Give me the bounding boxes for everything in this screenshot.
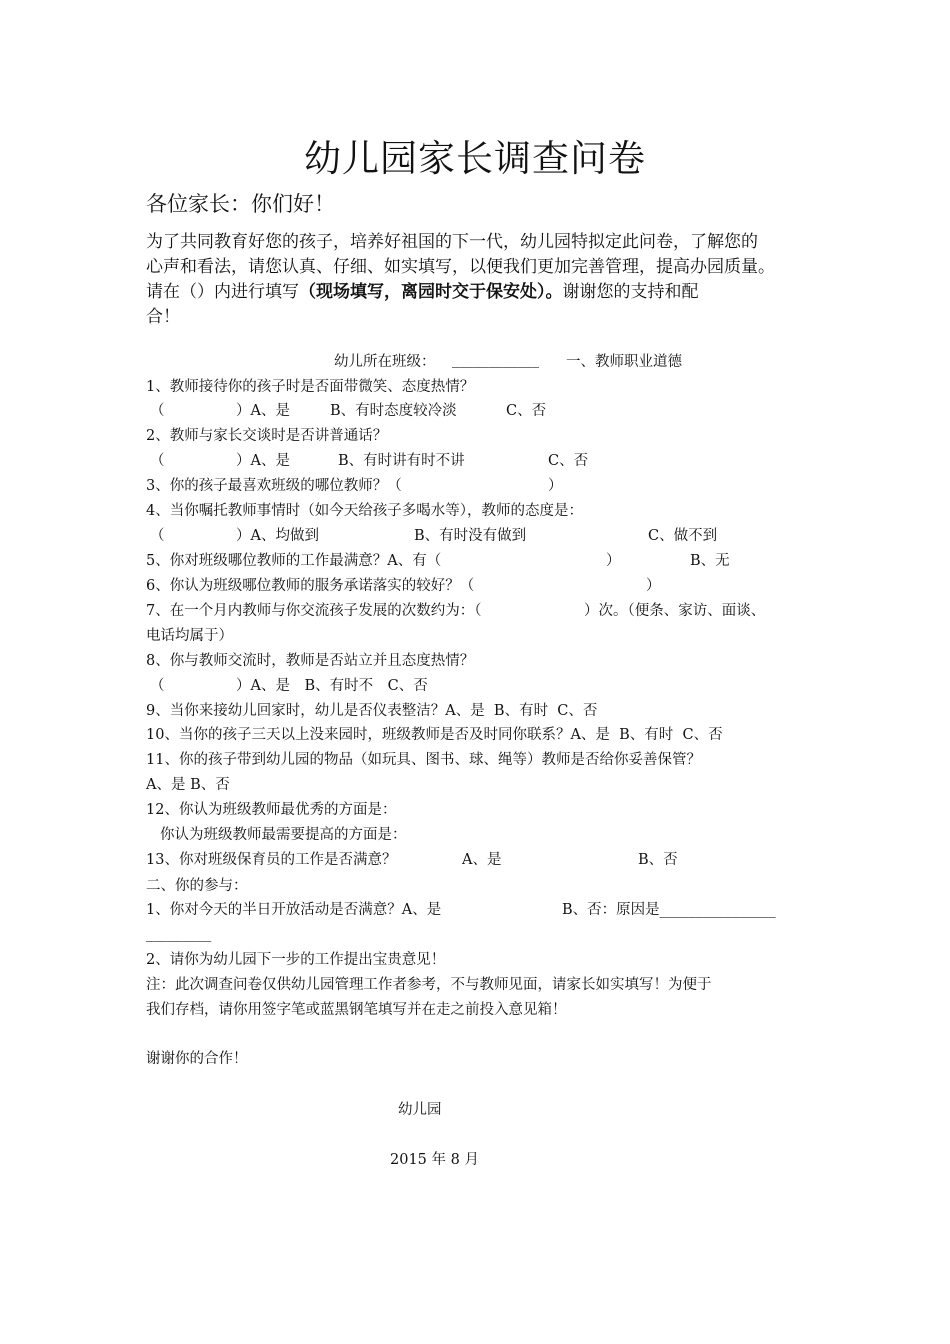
answer-paren-open: （ <box>150 528 165 544</box>
question-7-tail: ）次。（便条、家访、面谈、 <box>584 603 766 619</box>
class-label: 幼儿所在班级： <box>334 354 436 370</box>
section-2-heading: 二、你的参与： <box>146 878 248 894</box>
intro-line-1: 为了共同教育好您的孩子，培养好祖国的下一代，幼儿园特拟定此问卷，了解您的 <box>146 232 758 252</box>
question-7-continued: 电话均属于） <box>146 628 233 644</box>
question-12-part-2: 你认为班级教师最需要提高的方面是： <box>160 827 407 843</box>
answer-option-c: C、否 <box>506 403 547 419</box>
question-5: 5、你对班级哪位教师的工作最满意？A、有（ <box>146 553 442 569</box>
intro-line-3-post: 谢谢您的支持和配 <box>562 282 699 302</box>
question-6: 6、你认为班级哪位教师的服务承诺落实的较好？（ <box>146 578 475 594</box>
question-11-options: A、是 B、否 <box>146 777 230 793</box>
answer-paren-open: （ <box>150 678 165 694</box>
question-8: 8、你与教师交流时，教师是否站立并且态度热情？ <box>146 653 475 669</box>
note-line-1: 注：此次调查问卷仅供幼儿园管理工作者参考，不与教师见面，请家长如实填写！为便于 <box>146 977 712 993</box>
intro-line-3 <box>146 277 699 302</box>
answer-options: ）A、是 B、有时不 C、否 <box>236 678 428 694</box>
answer-option-a: A、是 <box>462 852 502 868</box>
question-1: 1、教师接待你的孩子时是否面带微笑、态度热情？ <box>146 379 475 395</box>
thanks-text: 谢谢你的合作！ <box>146 1051 248 1067</box>
question-3: 3、你的孩子最喜欢班级的哪位教师？（ <box>146 478 402 494</box>
answer-option-b: B、有时没有做到 <box>414 528 527 544</box>
intro-line-4: 合！ <box>146 307 180 327</box>
paren-close: ） <box>606 553 621 569</box>
answer-option-a: ）A、均做到 <box>236 528 319 544</box>
note-line-2: 我们存档，请你用签字笔或蓝黑钢笔填写并在走之前投入意见箱！ <box>146 1002 567 1018</box>
answer-option-b: B、否 <box>638 852 678 868</box>
paren-close: ） <box>646 578 661 594</box>
date: 2015 年 8 月 <box>390 1152 479 1168</box>
section-2-answer-blank[interactable]: _________ <box>146 926 212 942</box>
paren-close: ） <box>548 478 563 494</box>
question-9: 9、当你来接幼儿回家时，幼儿是否仪表整洁？A、是 B、有时 C、否 <box>146 703 598 719</box>
question-12: 12、你认为班级教师最优秀的方面是： <box>146 802 397 818</box>
intro-line-3-pre: 请在（）内进行填写 <box>146 282 299 302</box>
answer-option-b: B、有时态度较冷淡 <box>330 403 457 419</box>
question-7: 7、在一个月内教师与你交流孩子发展的次数约为：（ <box>146 603 482 619</box>
greeting: 各位家长：你们好！ <box>146 192 335 216</box>
answer-paren-open: （ <box>150 403 165 419</box>
answer-option-c: C、做不到 <box>648 528 718 544</box>
section-2-question-2: 2、请你为幼儿园下一步的工作提出宝贵意见！ <box>146 952 446 968</box>
intro-line-2: 心声和看法，请您认真、仔细、如实填写，以便我们更加完善管理，提高办园质量。 <box>146 257 775 277</box>
answer-option-a: ）A、是 <box>236 403 290 419</box>
answer-option-b: B、无 <box>690 553 730 569</box>
section-1-heading: 一、教师职业道德 <box>566 354 682 370</box>
question-13: 13、你对班级保育员的工作是否满意？ <box>146 852 397 868</box>
signature: 幼儿园 <box>398 1102 442 1118</box>
document-title: 幼儿园家长调查问卷 <box>304 137 646 180</box>
intro-line-3-bold: （现场填写，离园时交于保安处）。 <box>299 282 563 302</box>
question-4: 4、当你嘱托教师事情时（如今天给孩子多喝水等），教师的态度是： <box>146 503 583 519</box>
class-blank[interactable]: ____________ <box>452 352 539 368</box>
answer-paren-open: （ <box>150 453 165 469</box>
section-2-question-1-option-b[interactable]: B、否：原因是________________ <box>562 902 776 918</box>
answer-option-a: ）A、是 <box>236 453 290 469</box>
question-2: 2、教师与家长交谈时是否讲普通话？ <box>146 428 388 444</box>
section-2-question-1: 1、你对今天的半日开放活动是否满意？A、是 <box>146 902 442 918</box>
question-10: 10、当你的孩子三天以上没来园时，班级教师是否及时同你联系？A、是 B、有时 C、否 <box>146 727 723 743</box>
answer-option-c: C、否 <box>548 453 589 469</box>
answer-option-b: B、有时讲有时不讲 <box>338 453 465 469</box>
question-11: 11、你的孩子带到幼儿园的物品（如玩具、图书、球、绳等）教师是否给你妥善保管？ <box>146 752 701 768</box>
